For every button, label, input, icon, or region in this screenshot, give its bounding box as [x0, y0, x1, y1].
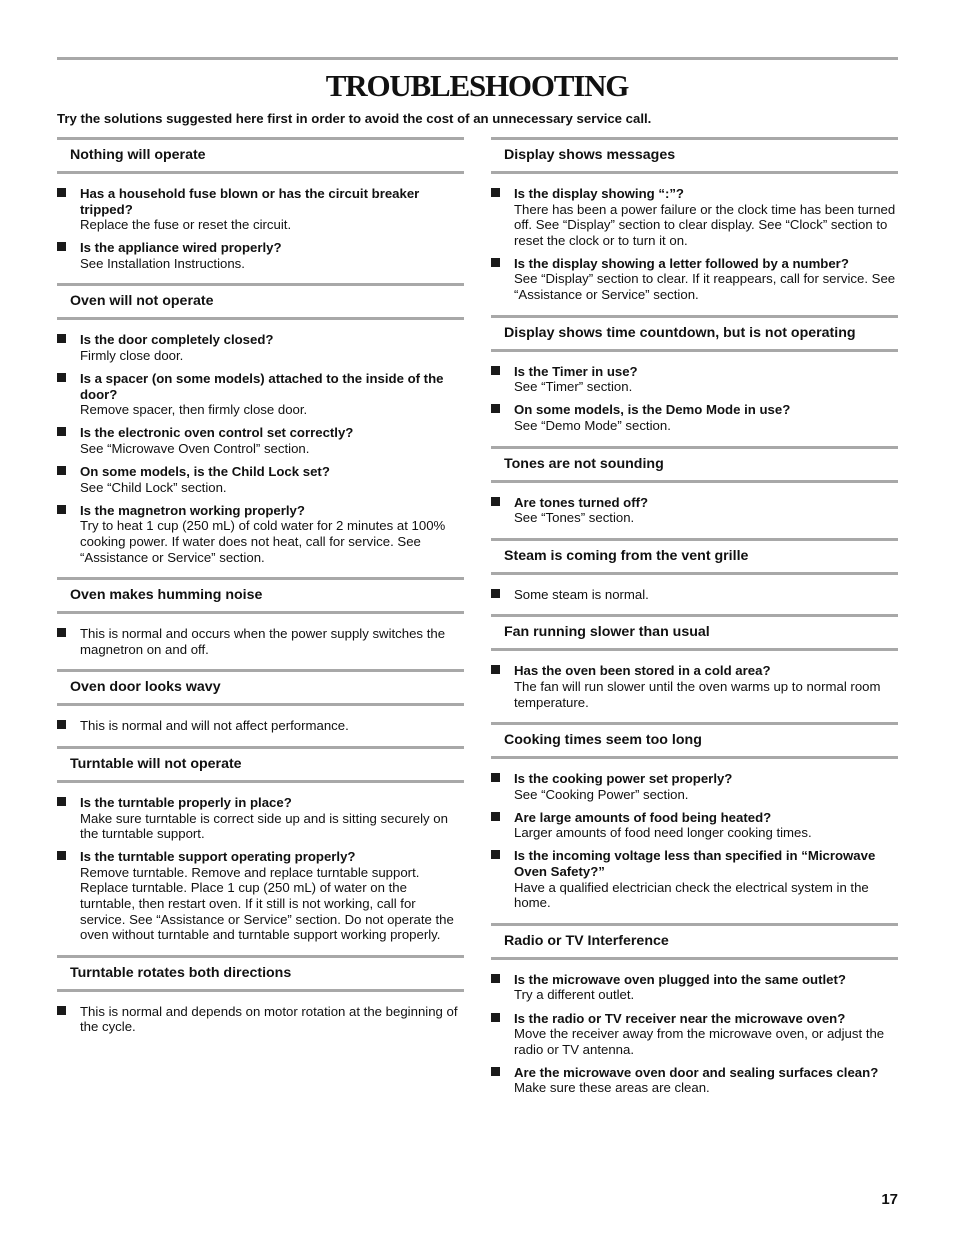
square-bullet-icon	[491, 665, 500, 674]
answer-text: Replace the fuse or reset the circuit.	[80, 217, 292, 233]
question-text: On some models, is the Child Lock set?	[80, 464, 330, 480]
list-item	[57, 849, 464, 943]
list-item	[57, 464, 464, 495]
question-text: Are the microwave oven door and sealing surfaces clean?	[514, 1064, 879, 1080]
item-list	[491, 651, 898, 722]
answer-text: This is normal and will not affect performance.	[80, 718, 349, 734]
square-bullet-icon	[491, 773, 500, 782]
section-oven-makes-humming-noise	[57, 577, 464, 669]
question-text: Is a spacer (on some models) attached to the inside of the door?	[80, 371, 444, 402]
list-item	[491, 1065, 898, 1096]
square-bullet-icon	[57, 334, 66, 343]
section-heading: Oven makes humming noise	[57, 577, 464, 614]
section-heading: Oven door looks wavy	[57, 669, 464, 706]
item-list	[57, 783, 464, 955]
section-heading: Display shows messages	[491, 137, 898, 174]
list-item	[57, 503, 464, 565]
page-number: 17	[881, 1191, 898, 1208]
section-fan-running-slower-than-usual	[491, 614, 898, 722]
answer-text: See “Child Lock” section.	[80, 479, 227, 495]
item-list	[491, 575, 898, 615]
square-bullet-icon	[491, 366, 500, 375]
question-text: Is the appliance wired properly?	[80, 240, 282, 256]
square-bullet-icon	[491, 974, 500, 983]
question-text: Has the oven been stored in a cold area?	[514, 663, 771, 679]
item-list	[57, 174, 464, 283]
answer-text: See “Microwave Oven Control” section.	[80, 441, 310, 457]
section-heading: Turntable will not operate	[57, 746, 464, 783]
answer-text: Make sure these areas are clean.	[514, 1080, 710, 1096]
square-bullet-icon	[491, 850, 500, 859]
list-item	[57, 186, 464, 233]
list-item	[57, 371, 464, 418]
list-item	[57, 1004, 464, 1035]
section-heading: Radio or TV Interference	[491, 923, 898, 960]
list-item	[491, 663, 898, 710]
square-bullet-icon	[57, 1006, 66, 1015]
item-list	[491, 483, 898, 538]
square-bullet-icon	[491, 1067, 500, 1076]
question-text: Is the electronic oven control set correctly?	[80, 425, 354, 441]
square-bullet-icon	[57, 427, 66, 436]
list-item	[491, 186, 898, 248]
answer-text: Move the receiver away from the microwave oven, or adjust the radio or TV antenna.	[514, 1026, 885, 1057]
answer-text: This is normal and occurs when the power supply switches the magnetron on and off.	[80, 626, 446, 657]
item-list	[491, 759, 898, 923]
section-tones-are-not-sounding	[491, 446, 898, 538]
item-list	[57, 614, 464, 669]
section-turntable-rotates-both-directions	[57, 955, 464, 1047]
answer-text: There has been a power failure or the clock time has been turned off. See “Display” section to clear display. See “Clock” section to reset the clock or to turn it on.	[514, 201, 896, 248]
list-item	[57, 626, 464, 657]
square-bullet-icon	[57, 505, 66, 514]
square-bullet-icon	[491, 258, 500, 267]
item-list	[57, 320, 464, 577]
section-steam-is-coming-from-the-vent-grille	[491, 538, 898, 615]
section-heading: Turntable rotates both directions	[57, 955, 464, 992]
answer-text: See “Timer” section.	[514, 379, 633, 395]
page-title: TROUBLESHOOTING	[325, 68, 629, 103]
answer-text: Remove spacer, then firmly close door.	[80, 402, 308, 418]
section-oven-door-looks-wavy	[57, 669, 464, 746]
section-turntable-will-not-operate	[57, 746, 464, 955]
question-text: Is the turntable support operating properly?	[80, 849, 356, 865]
question-text: Is the radio or TV receiver near the microwave oven?	[514, 1010, 846, 1026]
list-item	[57, 795, 464, 842]
question-text: Are tones turned off?	[514, 494, 649, 510]
section-nothing-will-operate	[57, 137, 464, 283]
item-list	[491, 174, 898, 315]
section-cooking-times-seem-too-long	[491, 722, 898, 923]
section-display-shows-messages	[491, 137, 898, 315]
question-text: Has a household fuse blown or has the circuit breaker tripped?	[80, 186, 420, 217]
answer-text: See Installation Instructions.	[80, 255, 245, 271]
list-item	[491, 1011, 898, 1058]
question-text: Is the Timer in use?	[514, 363, 638, 379]
answer-text: Firmly close door.	[80, 348, 184, 364]
section-radio-or-tv-interference	[491, 923, 898, 1108]
answer-text: Have a qualified electrician check the electrical system in the home.	[514, 879, 869, 911]
square-bullet-icon	[57, 720, 66, 729]
section-heading: Steam is coming from the vent grille	[491, 538, 898, 575]
question-text: Is the microwave oven plugged into the same outlet?	[514, 971, 846, 987]
answer-text: See “Tones” section.	[514, 510, 635, 526]
question-text: Is the display showing “:”?	[514, 186, 684, 201]
section-display-shows-time-countdown-but-is-not-operating	[491, 315, 898, 446]
list-item	[57, 240, 464, 271]
list-item	[57, 425, 464, 456]
section-heading: Display shows time countdown, but is not operating	[491, 315, 898, 352]
list-item	[491, 771, 898, 802]
question-text: Is the door completely closed?	[80, 332, 274, 348]
list-item	[491, 364, 898, 395]
list-item	[491, 495, 898, 526]
item-list	[57, 992, 464, 1047]
answer-text: Try a different outlet.	[514, 987, 635, 1003]
item-list	[491, 960, 898, 1108]
square-bullet-icon	[491, 404, 500, 413]
question-text: On some models, is the Demo Mode in use?	[514, 402, 791, 418]
square-bullet-icon	[57, 188, 66, 197]
answer-text: Try to heat 1 cup (250 mL) of cold water for 2 minutes at 100% cooking power. If water does not heat, call for service. See “Assistance or Service” section.	[80, 518, 446, 565]
square-bullet-icon	[491, 497, 500, 506]
answer-text: The fan will run slower until the oven warms up to normal room temperature.	[514, 678, 881, 710]
answer-text: See “Display” section to clear. If it reappears, call for service. See “Assistance or Service” section.	[514, 271, 896, 303]
list-item	[491, 256, 898, 303]
answer-text: Make sure turntable is correct side up and is sitting securely on the turntable support.	[80, 810, 448, 842]
section-heading: Fan running slower than usual	[491, 614, 898, 651]
square-bullet-icon	[57, 373, 66, 382]
item-list	[491, 352, 898, 446]
square-bullet-icon	[57, 797, 66, 806]
square-bullet-icon	[57, 851, 66, 860]
question-text: Is the incoming voltage less than specified in “Microwave Oven Safety?”	[514, 848, 876, 880]
list-item	[491, 810, 898, 841]
intro-text: Try the solutions suggested here first in order to avoid the cost of an unnecessary service call.	[57, 111, 652, 126]
list-item	[491, 848, 898, 910]
square-bullet-icon	[491, 1013, 500, 1022]
square-bullet-icon	[491, 812, 500, 821]
section-heading: Nothing will operate	[57, 137, 464, 174]
list-item	[491, 587, 898, 603]
item-list	[57, 706, 464, 746]
question-text: Is the turntable properly in place?	[80, 794, 292, 810]
question-text: Is the cooking power set properly?	[514, 771, 733, 787]
question-text: Are large amounts of food being heated?	[514, 809, 772, 825]
list-item	[491, 972, 898, 1003]
list-item	[491, 402, 898, 433]
answer-text: Some steam is normal.	[514, 586, 649, 602]
answer-text: Larger amounts of food need longer cooking times.	[514, 825, 812, 841]
section-heading: Oven will not operate	[57, 283, 464, 320]
square-bullet-icon	[57, 466, 66, 475]
answer-text: This is normal and depends on motor rotation at the beginning of the cycle.	[80, 1003, 458, 1035]
answer-text: Remove turntable. Remove and replace turntable support. Replace turntable. Place 1 cup (250 mL) of water on the turntable, then restart oven. If it still is not working, call for service. See “Assistance or Service” section. Do not operate the oven without turntable and turntable support working properly.	[80, 864, 454, 943]
section-heading: Cooking times seem too long	[491, 722, 898, 759]
square-bullet-icon	[57, 628, 66, 637]
square-bullet-icon	[491, 589, 500, 598]
top-rule	[57, 57, 898, 60]
section-heading: Tones are not sounding	[491, 446, 898, 483]
question-text: Is the display showing a letter followed by a number?	[514, 255, 849, 271]
square-bullet-icon	[57, 242, 66, 251]
answer-text: See “Demo Mode” section.	[514, 417, 671, 433]
section-oven-will-not-operate	[57, 283, 464, 577]
list-item	[57, 332, 464, 363]
left-column	[57, 137, 464, 1047]
right-column	[491, 137, 898, 1108]
answer-text: See “Cooking Power” section.	[514, 786, 689, 802]
list-item	[57, 718, 464, 734]
question-text: Is the magnetron working properly?	[80, 502, 305, 518]
square-bullet-icon	[491, 188, 500, 197]
